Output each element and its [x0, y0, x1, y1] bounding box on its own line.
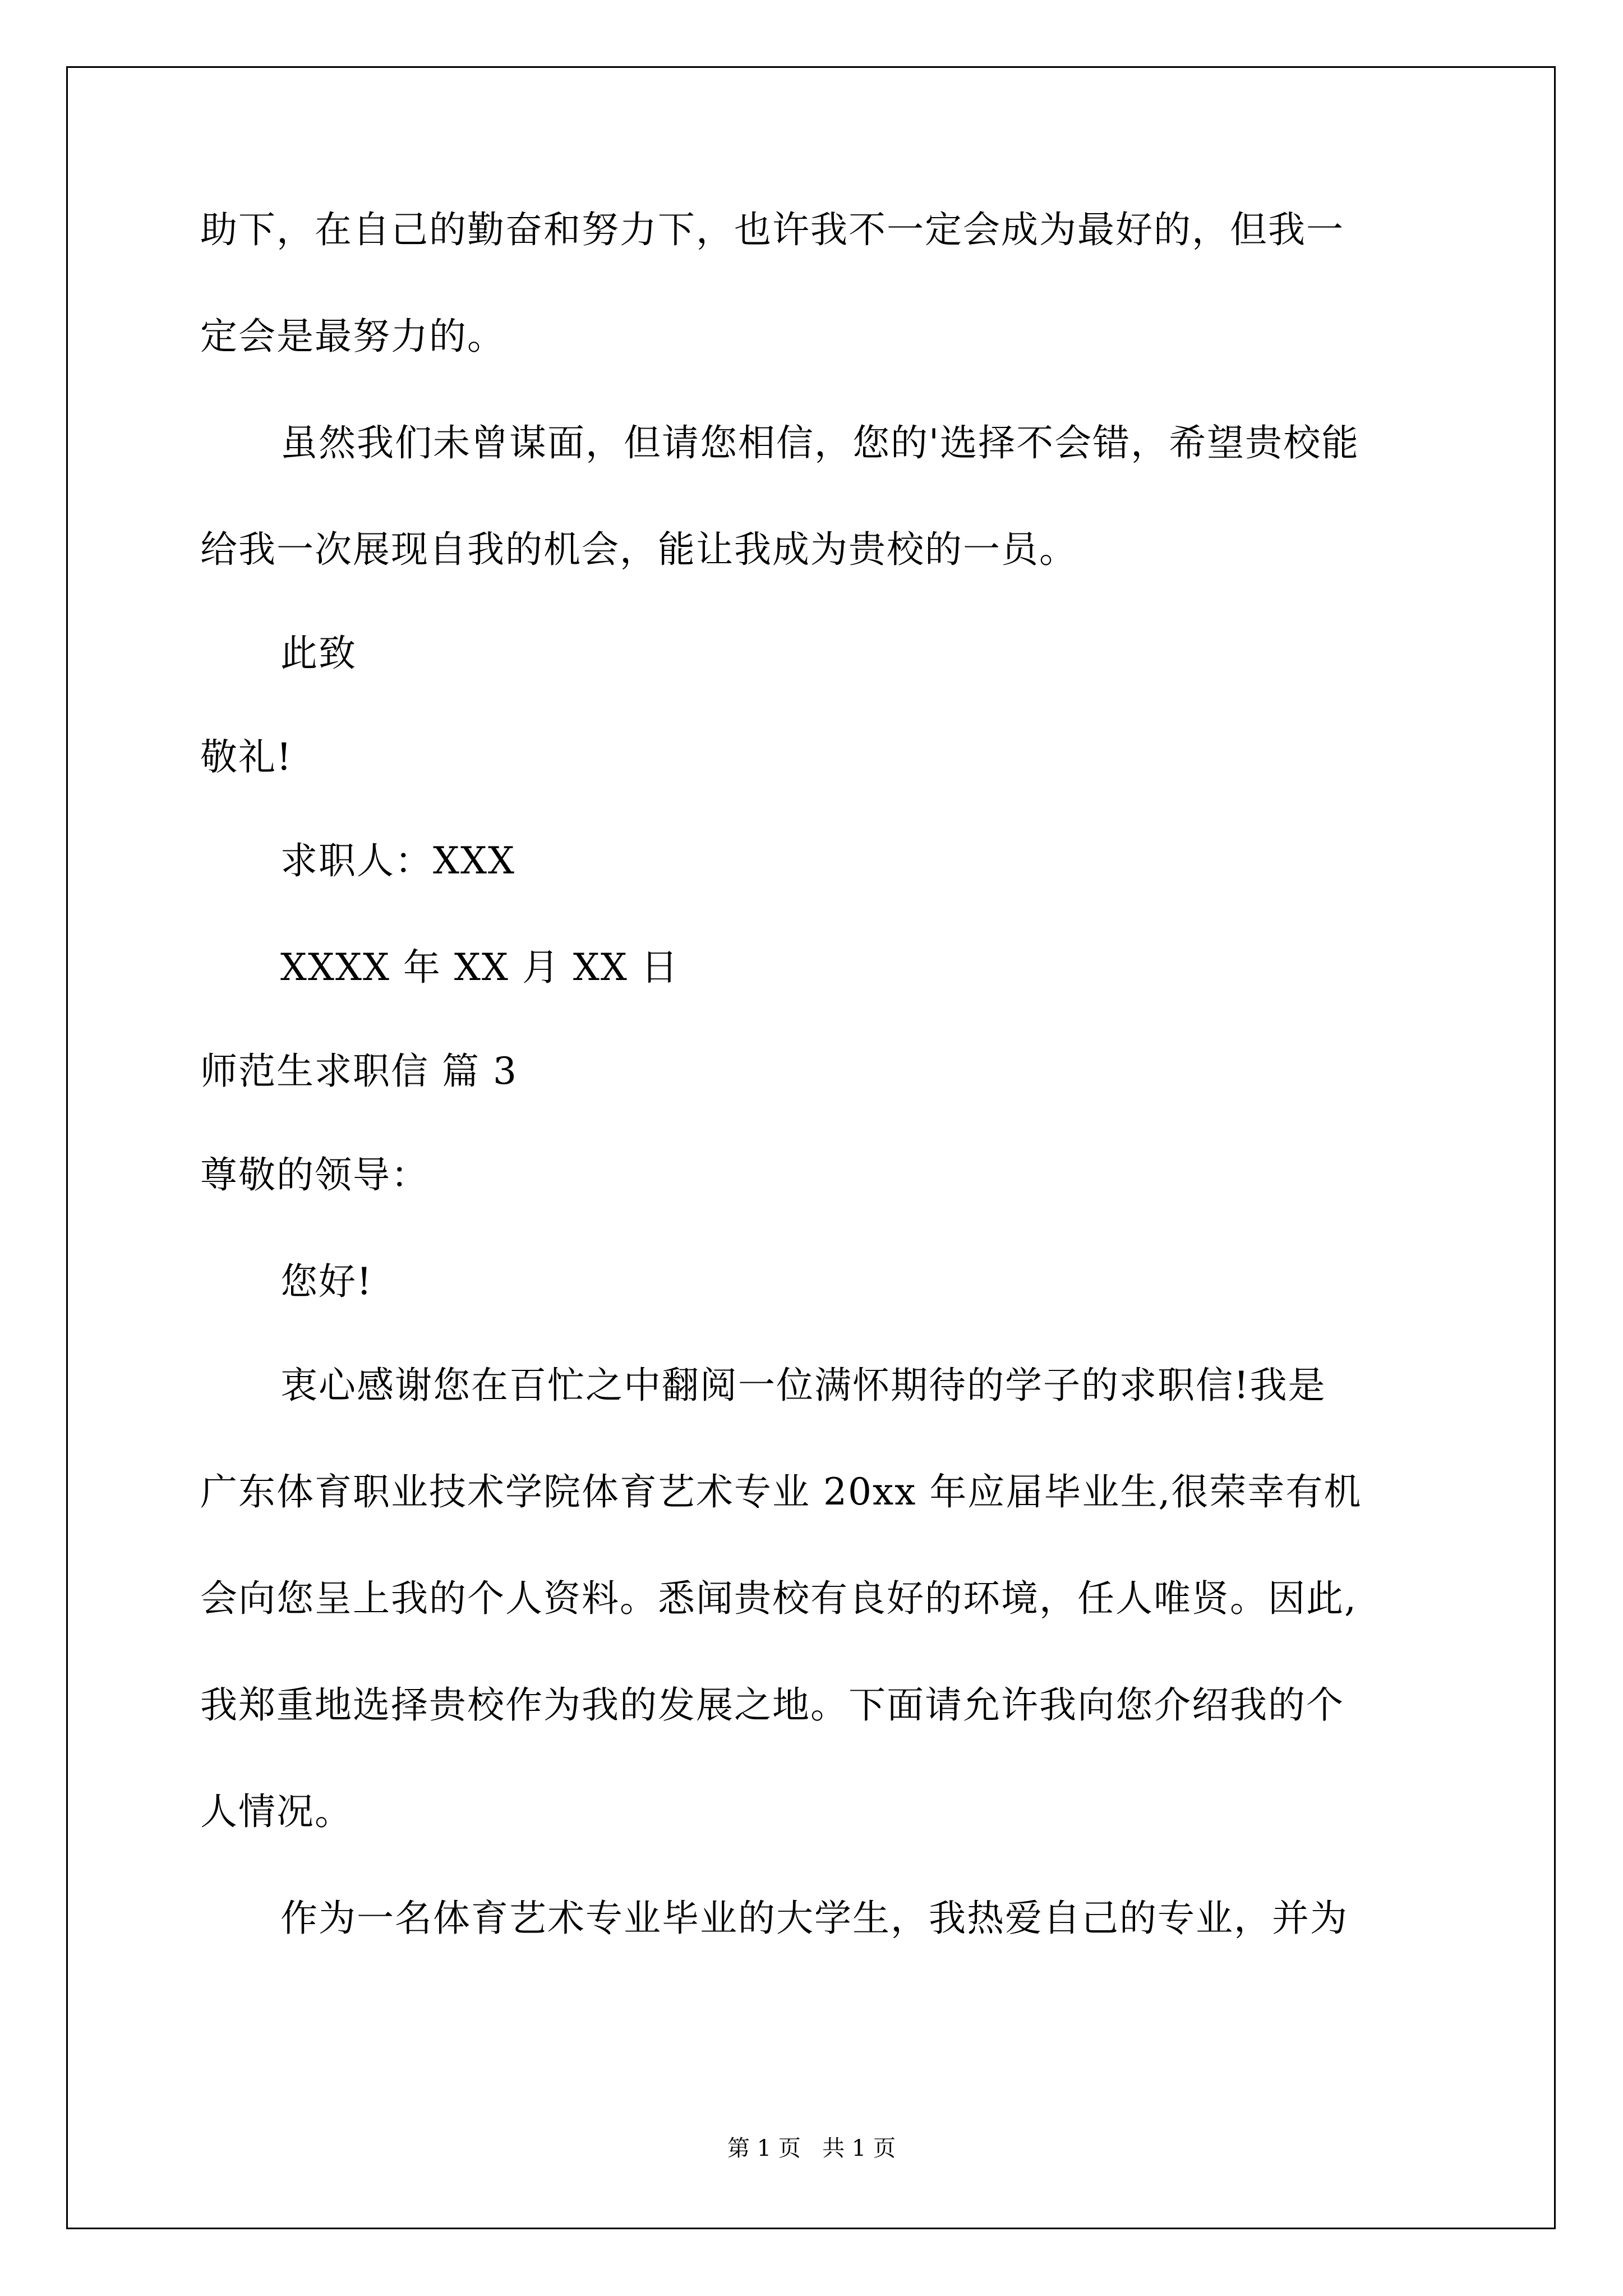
greeting-hello: 您好! [280, 1260, 373, 1303]
body-line-4: 给我一次展现自我的机会，能让我成为贵校的一员。 [200, 528, 1077, 571]
body-line-1: 助下，在自己的勤奋和努力下，也许我不一定会成为最好的，但我一 [200, 208, 1344, 251]
body-line-12: 衷心感谢您在百忙之中翻阅一位满怀期待的学子的求职信!我是 [280, 1364, 1326, 1407]
section-heading: 师范生求职信 篇 3 [200, 1050, 518, 1093]
body-line-3: 虽然我们未曾谋面，但请您相信，您的'选择不会错，希望贵校能 [280, 421, 1360, 464]
closing-respect: 敬礼! [200, 735, 293, 779]
body-line-15: 我郑重地选择贵校作为我的发展之地。下面请允许我向您介绍我的个 [200, 1683, 1344, 1727]
body-line-14: 会向您呈上我的个人资料。悉闻贵校有良好的环境，任人唯贤。因此, [200, 1577, 1357, 1620]
body-line-16: 人情况。 [200, 1790, 353, 1833]
closing-salutation: 此致 [280, 632, 357, 675]
page-footer: 第 1 页 共 1 页 [727, 2136, 896, 2161]
body-line-2: 定会是最努力的。 [200, 315, 505, 358]
signature-date: XXXX 年 XX 月 XX 日 [280, 946, 679, 989]
signature-applicant: 求职人：XXX [280, 839, 515, 882]
body-line-13: 广东体育职业技术学院体育艺术专业 20xx 年应届毕业生,很荣幸有机 [200, 1470, 1362, 1513]
greeting: 尊敬的领导： [200, 1153, 429, 1197]
body-line-17: 作为一名体育艺术专业毕业的大学生，我热爱自己的专业，并为 [280, 1897, 1348, 1940]
